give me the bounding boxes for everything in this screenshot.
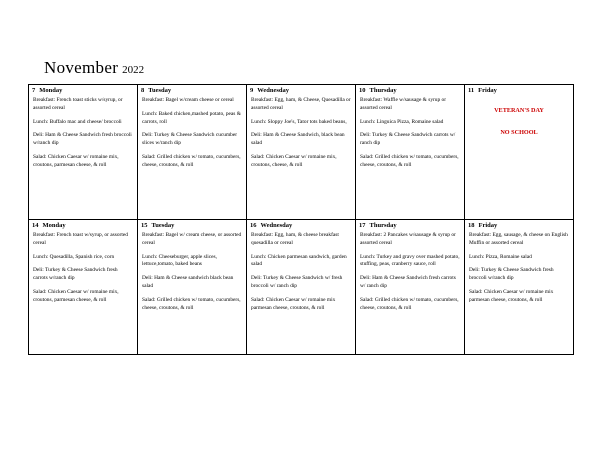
- day-cell-16[interactable]: [247, 220, 356, 355]
- menu-entry-deli: Deli: Ham & Cheese sandwich black bean salad: [142, 275, 234, 290]
- day-number: 7: [32, 87, 36, 94]
- menu-entry-salad: Salad: Grilled chicken w/ tomato, cucumbers, cheese, croutons, & roll: [142, 296, 241, 311]
- day-number: 15: [141, 222, 148, 229]
- day-number: 9: [250, 87, 254, 94]
- day-entries: [138, 230, 246, 319]
- menu-entry-breakfast: Breakfast: Egg, sausage, & cheese on English Muffin or assorted cereal: [469, 232, 568, 246]
- day-name: Friday: [478, 222, 498, 229]
- day-name: Tuesday: [148, 87, 172, 94]
- day-entries: [247, 95, 355, 176]
- day-cell-9[interactable]: [247, 85, 356, 220]
- menu-entry-salad: Salad: Chicken Caesar w/ romaine mix, croutons, parmesan cheese, & roll: [33, 289, 119, 303]
- day-header: [247, 220, 355, 230]
- menu-entry-salad: Salad: Chicken Caesar w/ romaine mix, croutons, parmesan cheese, & roll: [33, 154, 119, 168]
- year-label: 2022: [122, 64, 145, 76]
- menu-entry-deli: Deli: Turkey & Cheese Sandwich cucumber slices w/ranch dip: [142, 132, 238, 147]
- day-entries: [138, 95, 246, 176]
- day-name: Thursday: [369, 222, 397, 229]
- day-cell-10[interactable]: [356, 85, 465, 220]
- day-header: [465, 85, 573, 95]
- day-header: [356, 220, 464, 230]
- day-name: Wednesday: [260, 222, 293, 229]
- day-number: 17: [359, 222, 366, 229]
- day-header: [29, 85, 137, 95]
- calendar-table: [28, 84, 574, 355]
- menu-entry-breakfast: Breakfast: French toast sticks w/syrup, or assorted cereal: [33, 97, 123, 111]
- menu-entry-breakfast: Breakfast: Egg, ham, & cheese breakfast quesadilla or cereal: [251, 232, 339, 246]
- menu-entry-lunch: Lunch: Sloppy Joe's, Tator tots baked beans,: [251, 118, 347, 125]
- day-cell-15[interactable]: [138, 220, 247, 355]
- day-entries: [356, 95, 464, 176]
- menu-entry-deli: Deli: Turkey & Cheese Sandwich carrots w/ ranch dip: [360, 132, 456, 147]
- menu-entry-breakfast: Breakfast: Bagel w/ cream cheese, or assorted cereal: [142, 232, 242, 246]
- day-entries: [29, 230, 137, 311]
- holiday-notice: [465, 95, 573, 141]
- day-cell-14[interactable]: [29, 220, 138, 355]
- day-name: Wednesday: [257, 87, 290, 94]
- day-name: Tuesday: [151, 222, 175, 229]
- calendar-week-row: [29, 220, 574, 355]
- menu-entry-salad: Salad: Chicken Caesar w/ romaine mix, croutons, cheese, & roll: [251, 154, 337, 168]
- day-header: [465, 220, 573, 230]
- day-number: 14: [32, 222, 39, 229]
- day-entries: [465, 230, 573, 311]
- day-cell-11[interactable]: [465, 85, 574, 220]
- day-name: Monday: [42, 222, 66, 229]
- menu-entry-deli: Deli: Turkey & Cheese Sandwich fresh broccoli w/ranch dip: [469, 267, 554, 282]
- menu-entry-lunch: Lunch: Quesadilla, Spanish rice, corn: [33, 253, 115, 260]
- day-header: [247, 85, 355, 95]
- menu-entry-lunch: Lunch: Pizza, Romaine salad: [469, 253, 532, 260]
- menu-entry-deli: Deli: Turkey & Cheese Sandwich w/ fresh broccoli w/ ranch dip: [251, 275, 343, 290]
- day-entries: [29, 95, 137, 176]
- menu-entry-breakfast: Breakfast: 2 Pancakes w/sausage & syrup or assorted cereal: [360, 232, 456, 246]
- menu-entry-lunch: Lunch: Baked chicken,mashed potato, peas & carrots, roll: [142, 110, 241, 125]
- day-cell-7[interactable]: [29, 85, 138, 220]
- day-number: 11: [468, 87, 475, 94]
- menu-entry-deli: Deli: Ham & Cheese Sandwich, black bean salad: [251, 132, 345, 147]
- calendar-week-row: [29, 85, 574, 220]
- day-header: [138, 85, 246, 95]
- day-number: 8: [141, 87, 145, 94]
- menu-entry-salad: Salad: Grilled chicken w/ tomato, cucumbers, cheese, croutons, & roll: [142, 154, 241, 168]
- menu-entry-breakfast: Breakfast: French toast w/syrup, or assorted cereal: [33, 232, 128, 246]
- day-header: [29, 220, 137, 230]
- holiday-name: VETERAN'S DAY: [494, 107, 544, 114]
- day-cell-8[interactable]: [138, 85, 247, 220]
- menu-entry-deli: Deli: Turkey & Cheese Sandwich fresh carrots w/ranch dip: [33, 267, 118, 282]
- day-name: Friday: [478, 87, 497, 94]
- menu-entry-salad: Salad: Grilled chicken w/ tomato, cucumbers, cheese, croutons, & roll: [360, 154, 459, 168]
- day-number: 10: [359, 87, 366, 94]
- menu-entry-salad: Salad: Chicken Caesar w/ romaine mix parmesan cheese, croutons, & roll: [251, 296, 336, 311]
- day-number: 18: [468, 222, 475, 229]
- day-header: [138, 220, 246, 230]
- menu-entry-breakfast: Breakfast: Waffle w/sausage & syrup or assorted cereal: [360, 97, 447, 111]
- day-header: [356, 85, 464, 95]
- menu-entry-deli: Deli: Ham & Cheese Sandwich fresh broccoli w/ranch dip: [33, 132, 132, 147]
- day-name: Monday: [39, 87, 63, 94]
- day-name: Thursday: [369, 87, 397, 94]
- menu-entry-lunch: Lunch: Buffalo mac and cheese/ broccoli: [33, 118, 122, 125]
- month-label: November: [44, 58, 119, 77]
- day-entries: [247, 230, 355, 319]
- menu-entry-breakfast: Breakfast: Bagel w/cream cheese or cereal: [142, 97, 234, 103]
- menu-entry-deli: Deli: Ham & Cheese Sandwich fresh carrots w/ ranch dip: [360, 275, 456, 290]
- calendar-title: [44, 58, 144, 78]
- day-entries: [356, 230, 464, 319]
- menu-entry-breakfast: Breakfast: Egg, ham, & Cheese, Quesadilla or assorted cereal: [251, 97, 351, 111]
- menu-entry-lunch: Lunch: Chicken parmesan sandwich, garden salad: [251, 253, 347, 268]
- menu-entry-salad: Salad: Chicken Caesar w/ romaine mix parmesan cheese, croutons, & roll: [469, 289, 554, 303]
- menu-entry-lunch: Lunch: Cheeseburger, apple slices, lettuce,tomato, baked beans: [142, 253, 217, 268]
- menu-entry-salad: Salad: Grilled chicken w/ tomato, cucumbers, cheese, croutons, & roll: [360, 296, 459, 311]
- day-number: 16: [250, 222, 257, 229]
- holiday-status: NO SCHOOL: [500, 129, 538, 137]
- menu-entry-lunch: Lunch: Linguica Pizza, Romaine salad: [360, 118, 444, 125]
- menu-entry-lunch: Lunch: Turkey and gravy over mashed potato, stuffing, peas, cranberry sauce, roll: [360, 253, 460, 268]
- day-cell-17[interactable]: [356, 220, 465, 355]
- day-cell-18[interactable]: [465, 220, 574, 355]
